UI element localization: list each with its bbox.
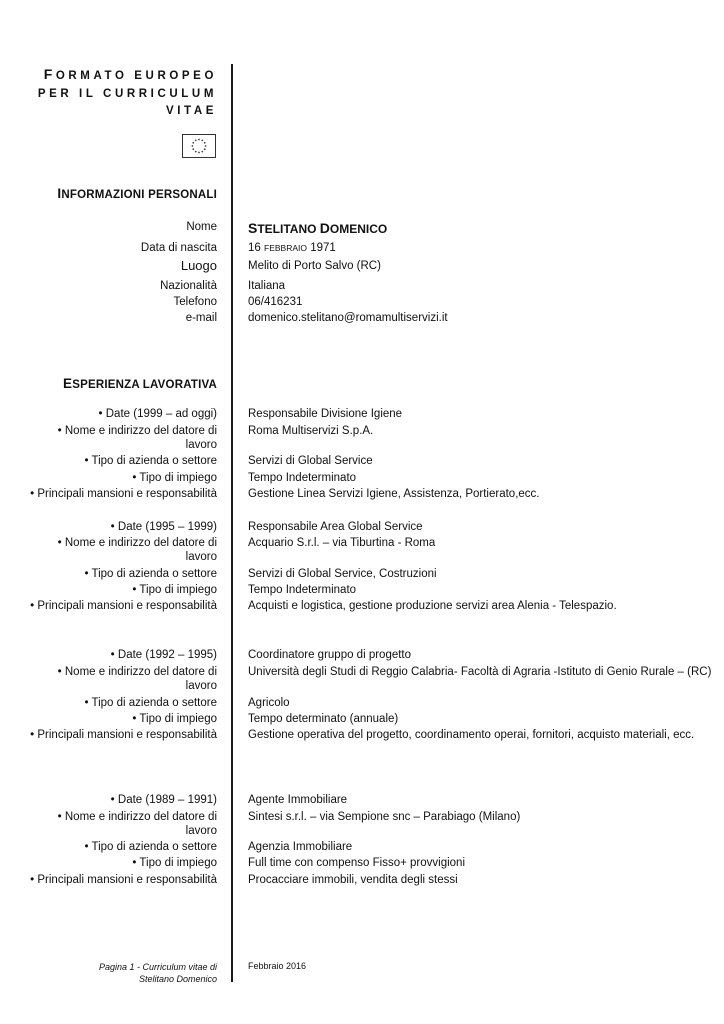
value-place: Melito di Porto Salvo (RC) [248, 260, 381, 272]
job-1-duties-label: • Principali mansioni e responsabilità [30, 488, 217, 500]
job-3-role: Coordinatore gruppo di progetto [248, 649, 412, 661]
job-4-role: Agente Immobiliare [248, 794, 348, 806]
job-4-sector-label: • Tipo di azienda o settore [84, 841, 217, 853]
value-nationality: Italiana [248, 280, 286, 292]
title-line-1: FORMATO EUROPEO [43, 66, 217, 82]
job-2-sector: Servizi di Global Service, Costruzioni [248, 568, 437, 580]
job-1-duties: Gestione Linea Servizi Igiene, Assistenza, Portierato,ecc. [248, 488, 540, 500]
job-4-sector: Agenzia Immobiliare [248, 841, 353, 853]
job-4-employment-label: • Tipo di impiego [132, 857, 217, 869]
value-birth-date: 16 FEBBRAIO 1971 [248, 242, 336, 254]
label-name: Nome [186, 221, 217, 233]
footer-page-info: Pagina 1 - Curriculum vitae di Stelitano Domenico [98, 962, 217, 984]
job-3-employment: Tempo determinato (annuale) [248, 713, 399, 725]
value-email: domenico.stelitano@romamultiservizi.it [248, 312, 448, 324]
value-name: STELITANO DOMENICO [248, 220, 388, 236]
job-3-duties: Gestione operativa del progetto, coordinamento operai, fornitori, acquisto materiali, ecc. [248, 729, 695, 741]
title-line-2: PER IL CURRICULUM [37, 87, 217, 100]
section-work-experience: ESPERIENZA LAVORATIVA [63, 376, 217, 391]
job-1-role: Responsabile Divisione Igiene [248, 408, 403, 420]
job-2-date: • Date (1995 – 1999) [110, 521, 217, 533]
document-title [0, 66, 217, 121]
job-1-employment-label: • Tipo di impiego [132, 472, 217, 484]
job-1-date: • Date (1999 – ad oggi) [98, 408, 217, 420]
job-3-employment-label: • Tipo di impiego [132, 713, 217, 725]
job-1-employer-label: • Nome e indirizzo del datore di lavoro [57, 425, 217, 451]
column-divider [231, 64, 233, 982]
job-2-duties: Acquisti e logistica, gestione produzione servizi area Alenia - Telespazio. [248, 600, 617, 612]
job-1-sector-label: • Tipo di azienda o settore [84, 455, 217, 467]
job-1-employer: Roma Multiservizi S.p.A. [248, 425, 374, 437]
job-4-duties-label: • Principali mansioni e responsabilità [30, 874, 217, 886]
job-2-duties-label: • Principali mansioni e responsabilità [30, 600, 217, 612]
job-4-duties: Procacciare immobili, vendita degli stessi [248, 874, 458, 886]
job-2-employer: Acquario S.r.l. – via Tiburtina - Roma [248, 537, 436, 549]
title-line-3: VITAE [165, 105, 217, 117]
job-4-date: • Date (1989 – 1991) [110, 794, 217, 806]
job-3-sector-label: • Tipo di azienda o settore [84, 697, 217, 709]
job-2-employer-label: • Nome e indirizzo del datore di lavoro [57, 537, 217, 563]
job-1-employment: Tempo Indeterminato [248, 472, 357, 484]
job-3-employer-label: • Nome e indirizzo del datore di lavoro [57, 666, 217, 692]
job-3-employer: Università degli Studi di Reggio Calabria- Facoltà di Agraria -Istituto di Genio Rurale – (RC) [248, 666, 712, 678]
label-birth-date: Data di nascita [140, 242, 217, 254]
value-phone: 06/416231 [248, 296, 303, 308]
job-3-duties-label: • Principali mansioni e responsabilità [30, 729, 217, 741]
job-4-employer-label: • Nome e indirizzo del datore di lavoro [57, 811, 217, 837]
job-2-role: Responsabile Area Global Service [248, 521, 423, 533]
job-4-employer: Sintesi s.r.l. – via Sempione snc – Parabiago (Milano) [248, 811, 521, 823]
job-2-employment: Tempo Indeterminato [248, 584, 357, 596]
label-place: Luogo [180, 258, 217, 273]
eu-flag-icon [182, 134, 216, 158]
job-4-employment: Full time con compenso Fisso+ provvigioni [248, 857, 465, 869]
job-1-sector: Servizi di Global Service [248, 455, 373, 467]
label-email: e-mail [185, 312, 217, 324]
job-2-sector-label: • Tipo di azienda o settore [84, 568, 217, 580]
label-nationality: Nazionalità [160, 280, 217, 292]
job-3-sector: Agricolo [248, 697, 290, 709]
section-personal-info: INFORMAZIONI PERSONALI [57, 186, 217, 201]
footer-date: Febbraio 2016 [248, 961, 307, 971]
label-phone: Telefono [173, 296, 217, 308]
job-2-employment-label: • Tipo di impiego [132, 584, 217, 596]
job-3-date: • Date (1992 – 1995) [110, 649, 217, 661]
